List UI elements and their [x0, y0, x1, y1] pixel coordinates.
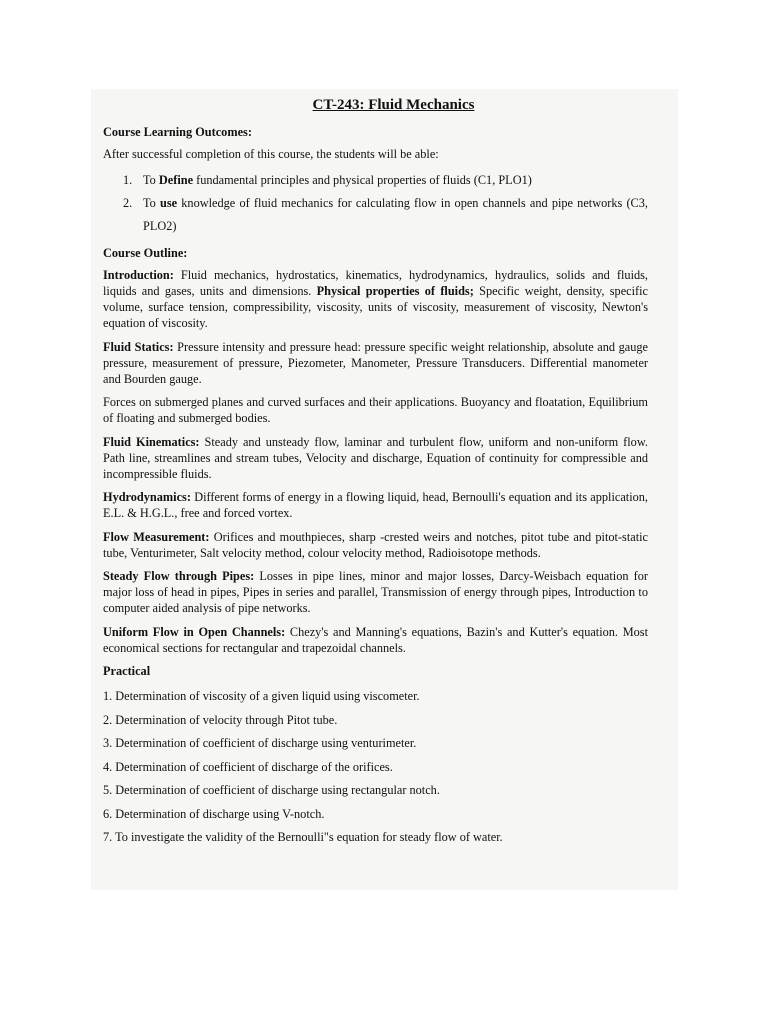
intro-text: Fluid mechanics, hydrostatics, kinematics, hydrodynamics, hydraulics, solids and fluids, liquids and gases, units and dimensions. [103, 267, 648, 299]
outcome-item [103, 192, 648, 238]
outcome-number: 1. [123, 172, 133, 187]
outcome-verb: use [160, 195, 178, 210]
practical-item: 1. Determination of viscosity of a given liquid using viscometer. [103, 689, 420, 704]
document-content [103, 97, 648, 850]
hydro-head: Hydrodynamics: [103, 490, 191, 505]
clo-heading: Course Learning Outcomes: [103, 125, 252, 140]
outcome-number: 2. [123, 195, 133, 210]
statics-text: Pressure intensity and pressure head: pressure specific weight relationship, absolute and gauge pressure, measurement of pressure, Piezometer, Manometer, Pressure Transducers. Differential manometer and Bourden gauge. [103, 339, 649, 387]
flow-head: Flow Measurement: [103, 529, 210, 544]
outcome-prefix: To [143, 195, 160, 210]
kinematics-paragraph [103, 434, 648, 483]
practical-item: 3. Determination of coefficient of discharge using venturimeter. [103, 736, 417, 751]
flow-measurement-paragraph [103, 529, 648, 561]
practical-heading: Practical [103, 664, 151, 679]
practical-item: 6. Determination of discharge using V-notch. [103, 806, 325, 821]
practical-item: 4. Determination of coefficient of discharge of the orifices. [103, 759, 393, 774]
props-text: Specific weight, density, specific volume, surface tension, compressibility, viscosity, units of viscosity, measurement of viscosity, Newton's equation of viscosity. [103, 284, 648, 331]
statics-head: Fluid Statics: [103, 339, 174, 354]
intro-head: Introduction: [103, 267, 174, 282]
outcome-text: fundamental principles and physical properties of fluids (C1, PLO1) [193, 172, 532, 187]
props-head: Physical properties of fluids; [316, 284, 474, 299]
channels-head: Uniform Flow in Open Channels: [103, 624, 286, 639]
outcomes-list [103, 169, 648, 238]
statics-paragraph [103, 339, 648, 388]
kinematics-head: Fluid Kinematics: [103, 434, 200, 449]
practicals-list [103, 685, 648, 850]
flow-text: Orifices and mouthpieces, sharp -crested weirs and notches, pitot tube and pitot-static tube, Venturimeter, Salt velocity method, colour velocity method, Radioisotope methods. [103, 529, 648, 560]
outcome-prefix: To [143, 172, 159, 187]
hydrodynamics-paragraph [103, 489, 648, 521]
clo-intro: After successful completion of this course, the students will be able: [103, 147, 439, 162]
pipes-head: Steady Flow through Pipes: [103, 569, 255, 584]
hydro-text: Different forms of energy in a flowing liquid, head, Bernoulli's equation and its application, E.L. & H.G.L., free and forced vortex. [103, 490, 648, 521]
channels-text: Chezy's and Manning's equations, Bazin's and Kutter's equation. Most economical sections for rectangular and trapezoidal channels. [103, 624, 649, 655]
pipes-paragraph [103, 568, 648, 617]
outline-heading: Course Outline: [103, 245, 188, 260]
outcome-verb: Define [158, 172, 194, 187]
practical-item: 5. Determination of coefficient of discharge using rectangular notch. [103, 783, 440, 798]
practical-item: 2. Determination of velocity through Pitot tube. [103, 712, 338, 727]
document-title: CT-243: Fluid Mechanics [312, 97, 475, 113]
practical-item: 7. To investigate the validity of the Bernoulli"s equation for steady flow of water. [103, 830, 503, 845]
channels-paragraph [103, 624, 648, 656]
kinematics-text: Steady and unsteady flow, laminar and turbulent flow, uniform and non-uniform flow. Path line, streamlines and stream tubes, Velocity and discharge, Equation of continuity for compressible and incompressible fluids. [103, 434, 648, 482]
outcome-item [103, 169, 648, 192]
forces-paragraph: Forces on submerged planes and curved surfaces and their applications. Buoyancy and floatation, Equilibrium of floating and submerged bodies. [103, 395, 648, 426]
intro-paragraph [103, 267, 648, 332]
outcome-text: knowledge of fluid mechanics for calculating flow in open channels and pipe networks (C3, PLO2) [143, 195, 648, 233]
pipes-text: Losses in pipe lines, minor and major losses, Darcy-Weisbach equation for major loss of head in pipes, Pipes in series and parallel, Transmission of energy through pipes, Introduction to computer aided analysis of pipe networks. [103, 569, 648, 616]
